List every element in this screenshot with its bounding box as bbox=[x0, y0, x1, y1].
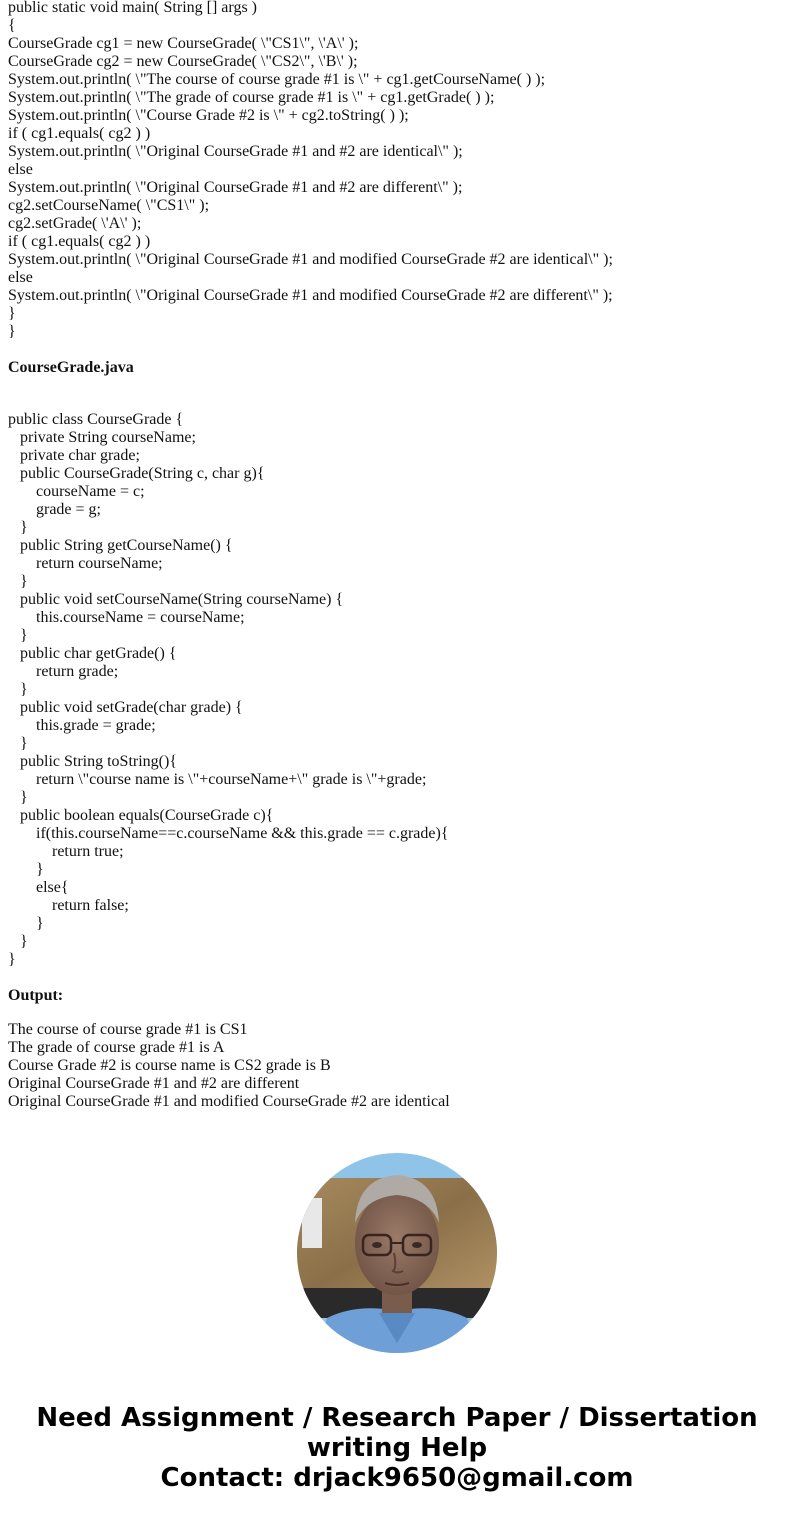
code-line: return courseName; bbox=[8, 555, 163, 572]
avatar bbox=[297, 1153, 497, 1353]
code-line: public void setCourseName(String courseName) { bbox=[8, 591, 344, 608]
code-line: } bbox=[8, 323, 16, 340]
code-line: } bbox=[8, 951, 16, 968]
class-code bbox=[8, 411, 788, 969]
code-line: System.out.println( \"Original CourseGrade #1 and modified CourseGrade #2 are identical\" ); bbox=[8, 251, 613, 268]
promo-contact: Contact: drjack9650@gmail.com bbox=[160, 1463, 634, 1493]
promo-line-1: Need Assignment / Research Paper / Dissertation bbox=[36, 1403, 758, 1433]
code-line: public void setGrade(char grade) { bbox=[8, 699, 243, 716]
code-line: System.out.println( \"Course Grade #2 is \" + cg2.toString( ) ); bbox=[8, 107, 409, 124]
code-line: System.out.println( \"Original CourseGrade #1 and #2 are different\" ); bbox=[8, 179, 463, 196]
code-line: cg2.setCourseName( \"CS1\" ); bbox=[8, 197, 210, 214]
code-line: } bbox=[8, 519, 28, 536]
code-line: else bbox=[8, 161, 33, 178]
person-portrait-icon bbox=[297, 1153, 497, 1353]
code-line: return true; bbox=[8, 843, 124, 860]
code-line: public String toString(){ bbox=[8, 753, 178, 770]
code-line: this.courseName = courseName; bbox=[8, 609, 245, 626]
code-line: } bbox=[8, 305, 16, 322]
code-line: } bbox=[8, 915, 44, 932]
section-heading-coursegrade-java: CourseGrade.java bbox=[8, 359, 134, 376]
code-line: if ( cg1.equals( cg2 ) ) bbox=[8, 233, 151, 250]
promo-line-2: writing Help bbox=[306, 1433, 488, 1463]
code-line: System.out.println( \"The grade of course grade #1 is \" + cg1.getGrade( ) ); bbox=[8, 89, 495, 106]
output-line: The course of course grade #1 is CS1 bbox=[8, 1021, 248, 1038]
code-line: } bbox=[8, 573, 28, 590]
code-line: grade = g; bbox=[8, 501, 101, 518]
section-heading-output: Output: bbox=[8, 987, 64, 1004]
main-method-code bbox=[8, 0, 788, 341]
code-line: return \"course name is \"+courseName+\" grade is \"+grade; bbox=[8, 771, 427, 788]
output-line: Original CourseGrade #1 and modified CourseGrade #2 are identical bbox=[8, 1093, 450, 1110]
code-line: return false; bbox=[8, 897, 129, 914]
code-line: } bbox=[8, 861, 44, 878]
output-line: Original CourseGrade #1 and #2 are different bbox=[8, 1075, 300, 1092]
code-line: courseName = c; bbox=[8, 483, 145, 500]
output-line: Course Grade #2 is course name is CS2 grade is B bbox=[8, 1057, 331, 1074]
output-line: The grade of course grade #1 is A bbox=[8, 1039, 225, 1056]
program-output bbox=[8, 1021, 788, 1111]
code-line: CourseGrade cg1 = new CourseGrade( \"CS1\", \'A\' ); bbox=[8, 35, 359, 52]
code-line: System.out.println( \"The course of course grade #1 is \" + cg1.getCourseName( ) ); bbox=[8, 71, 546, 88]
code-line: private char grade; bbox=[8, 447, 140, 464]
code-line: } bbox=[8, 789, 28, 806]
code-line: else bbox=[8, 269, 33, 286]
code-line: } bbox=[8, 681, 28, 698]
code-line: if(this.courseName==c.courseName && this.grade == c.grade){ bbox=[8, 825, 449, 842]
code-line: if ( cg1.equals( cg2 ) ) bbox=[8, 125, 151, 142]
code-line: public CourseGrade(String c, char g){ bbox=[8, 465, 265, 482]
code-line: public String getCourseName() { bbox=[8, 537, 233, 554]
code-line: public static void main( String [] args ) bbox=[8, 0, 257, 16]
code-line: public boolean equals(CourseGrade c){ bbox=[8, 807, 274, 824]
promo-banner bbox=[0, 1403, 794, 1493]
code-line: } bbox=[8, 933, 28, 950]
code-line: System.out.println( \"Original CourseGrade #1 and #2 are identical\" ); bbox=[8, 143, 463, 160]
code-line: { bbox=[8, 17, 16, 34]
code-line: return grade; bbox=[8, 663, 119, 680]
code-line: public char getGrade() { bbox=[8, 645, 177, 662]
code-line: cg2.setGrade( \'A\' ); bbox=[8, 215, 142, 232]
code-line: this.grade = grade; bbox=[8, 717, 156, 734]
code-line: System.out.println( \"Original CourseGrade #1 and modified CourseGrade #2 are different\" ); bbox=[8, 287, 613, 304]
code-line: } bbox=[8, 627, 28, 644]
code-line: private String courseName; bbox=[8, 429, 196, 446]
code-line: } bbox=[8, 735, 28, 752]
code-line: CourseGrade cg2 = new CourseGrade( \"CS2\", \'B\' ); bbox=[8, 53, 358, 70]
code-line: public class CourseGrade { bbox=[8, 411, 184, 428]
document bbox=[8, 0, 788, 1111]
code-line: else{ bbox=[8, 879, 69, 896]
